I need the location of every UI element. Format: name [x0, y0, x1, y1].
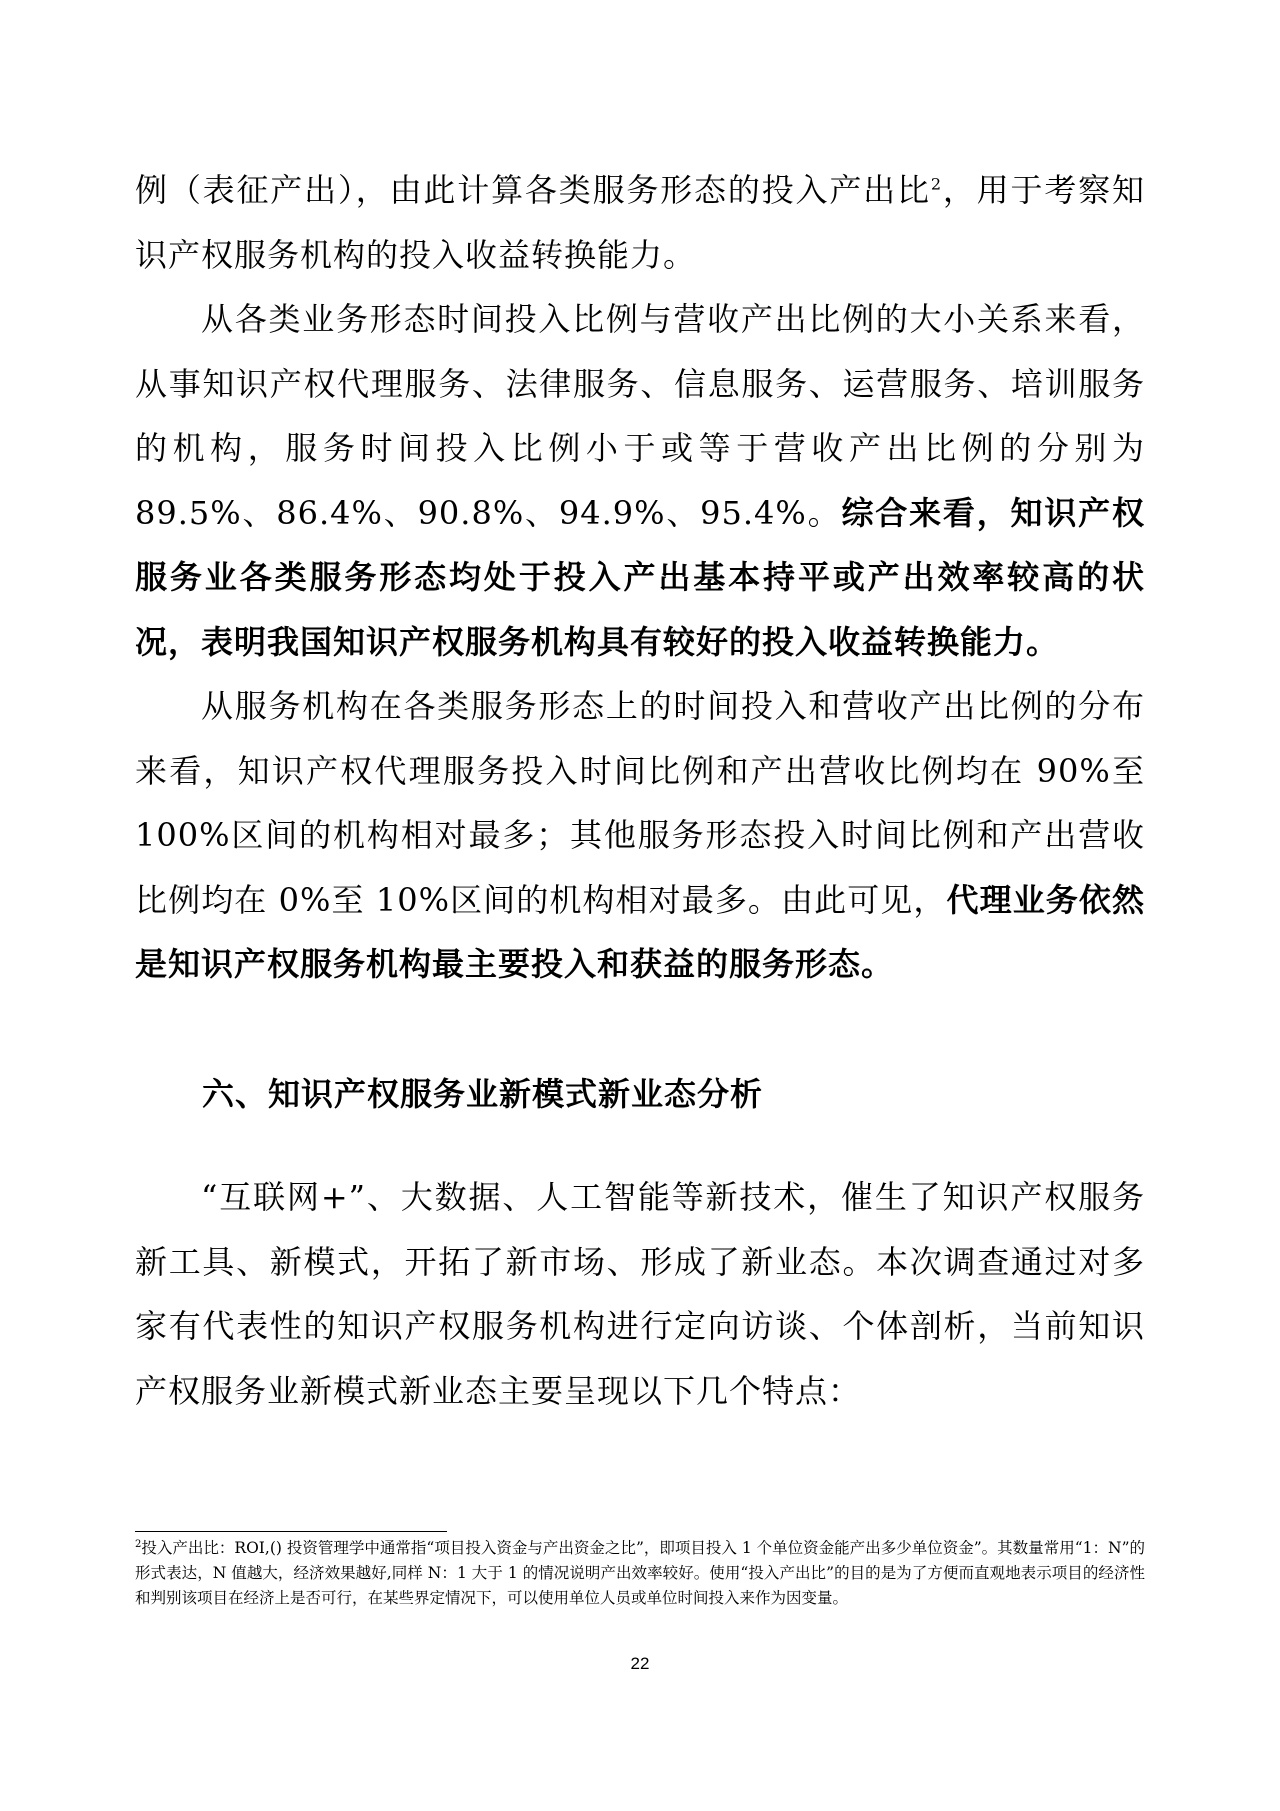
footnote-marker: 2 [135, 1538, 142, 1550]
body-section-2 [135, 1165, 1145, 1423]
paragraph-input-output-comparison [135, 287, 1145, 674]
paragraph-distribution [135, 674, 1145, 997]
page-number: 22 [630, 1654, 650, 1673]
body-section-1 [135, 158, 1145, 997]
footnote [135, 1536, 1145, 1611]
paragraph-new-models: “互联网+”、大数据、人工智能等新技术，催生了知识产权服务新工具、新模式，开拓了新市场、形成了新业态。本次调查通过对多家有代表性的知识产权服务机构进行定向访谈、个体剖析，当前知识产权服务业新模式新业态主要呈现以下几个特点： [135, 1178, 1145, 1410]
paragraph-text: 从服务机构在各类服务形态上的时间投入和营收产出比例的分布来看，知识产权代理服务投入时间比例和产出营收比例均在 90%至 100%区间的机构相对最多；其他服务形态投入时间比例和产出营收比例均在 0%至 10%区间的机构相对最多。由此可见， [135, 687, 1145, 919]
paragraph-text: ，用于考察知识产权服务机构的投入收益转换能力。 [135, 171, 1145, 274]
footnote-divider [135, 1531, 447, 1532]
paragraph-bold-conclusion: 代理业务依然是知识产权服务机构最主要投入和获益的服务形态。 [135, 880, 1145, 983]
paragraph-continuation [135, 158, 1145, 287]
paragraph-bold-conclusion: 综合来看，知识产权服务业各类服务形态均处于投入产出基本持平或产出效率较高的状况，表明我国知识产权服务机构具有较好的投入收益转换能力。 [135, 493, 1145, 661]
footnote-text: 投入产出比：ROI,() 投资管理学中通常指“项目投入资金与产出资金之比”，即项目投入 1 个单位资金能产出多少单位资金”。其数量常用“1：N”的形式表达，N 值越大，经济效果越好,同样 N：1 大于 1 的情况说明产出效率较好。使用“投入产出比”的目的是为了方便而直观地表示项目的经济性和判别该项目在经济上是否可行，在某些界定情况下，可以使用单位人员或单位时间投入来作为因变量。 [135, 1539, 1145, 1607]
paragraph-text: 从各类业务形态时间投入比例与营收产出比例的大小关系来看，从事知识产权代理服务、法律服务、信息服务、运营服务、培训服务的机构，服务时间投入比例小于或等于营收产出比例的分别为 89.5%、86.4%、90.8%、94.9%、95.4%。 [135, 300, 1145, 532]
section-heading: 六、知识产权服务业新模式新业态分析 [202, 1075, 764, 1113]
footnote-reference[interactable]: 2 [930, 174, 943, 194]
paragraph-text: 例（表征产出），由此计算各类服务形态的投入产出比 [135, 171, 931, 209]
